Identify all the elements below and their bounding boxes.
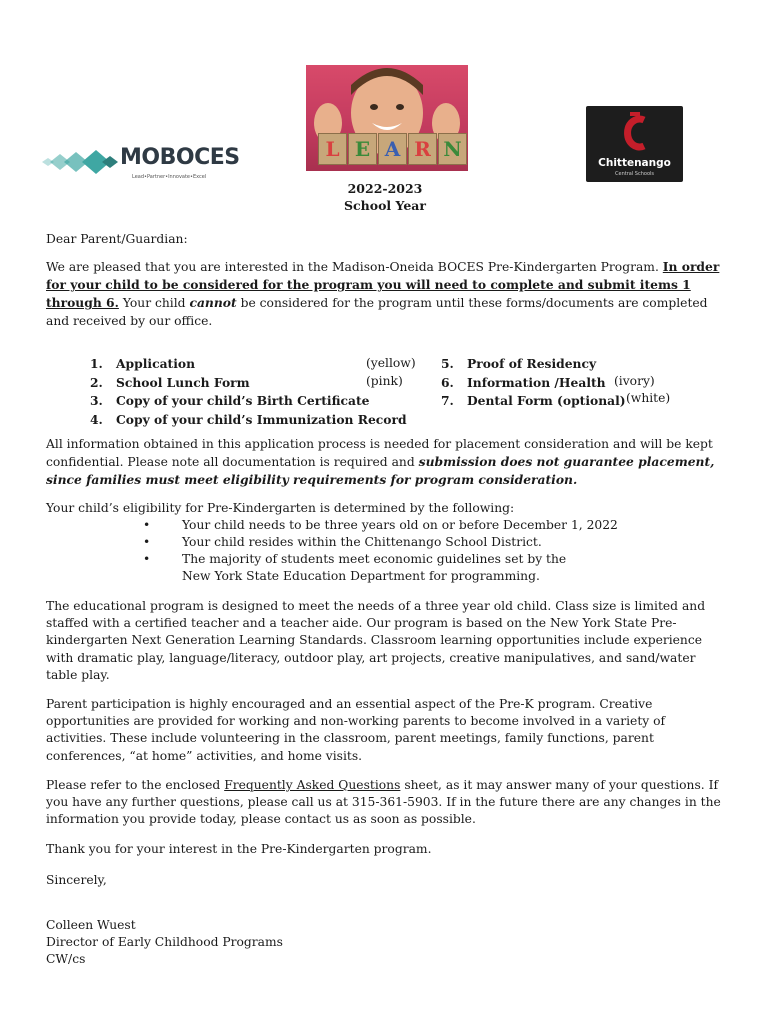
chittenango-logo bbox=[586, 106, 683, 182]
intro-text: be considered for the program until these forms/documents are completed and received by our office. bbox=[46, 296, 708, 328]
moboces-wordmark: MOBOCES bbox=[120, 145, 240, 170]
bullet: • bbox=[143, 535, 151, 549]
intro-emphasis: cannot bbox=[189, 295, 237, 311]
faq-text: Please refer to the enclosed bbox=[46, 778, 221, 792]
intro-text: We are pleased that you are interested in the Madison-Oneida BOCES Pre-Kindergarten Program. bbox=[46, 260, 659, 274]
list-item: 5. Proof of Residency bbox=[441, 356, 597, 371]
confidential-paragraph bbox=[46, 436, 726, 490]
list-item: 4. Copy of your child’s Immunization Record bbox=[90, 411, 407, 427]
chittenango-c-icon bbox=[586, 106, 683, 156]
faq-paragraph bbox=[46, 777, 726, 829]
moboces-logo bbox=[40, 145, 240, 185]
item-color-ivory: (ivory) bbox=[614, 373, 655, 388]
intro-text: Your child bbox=[122, 296, 186, 311]
eligibility-intro: Your child’s eligibility for Pre-Kindergarten is determined by the following: bbox=[46, 501, 515, 515]
eligibility-item: The majority of students meet economic guidelines set by the bbox=[182, 552, 567, 566]
list-item: 6. Information /Health bbox=[441, 374, 606, 390]
list-item: 2. School Lunch Form bbox=[90, 374, 250, 390]
program-paragraph: The educational program is designed to meet the needs of a three year old child. Class size is limited and staffed with a certified teacher and a teacher aide. Our program is based on the New York State Pre-kindergarten Next Generation Learning Standards. Classroom learning opportunities include experience with dramatic play, language/literacy, outdoor play, art projects, creative manipulatives, and sand/water table play. bbox=[46, 599, 706, 682]
thanks-line: Thank you for your interest in the Pre-Kindergarten program. bbox=[46, 842, 432, 856]
signature-initials: CW/cs bbox=[46, 952, 86, 966]
moboces-diamond-icon bbox=[40, 145, 122, 179]
faq-text: sheet, as it may answer many of your questions. If you have any further questions, please call us at 315-361-5903. If in the future there are any changes in the information you provide today, please contact us as soon as possible. bbox=[46, 778, 721, 827]
learn-blocks bbox=[318, 133, 467, 165]
confidential-emphasis: submission does not guarantee placement, since families must meet eligibility requirements for program consideration. bbox=[46, 454, 715, 488]
bullet: • bbox=[143, 518, 151, 532]
greeting: Dear Parent/Guardian: bbox=[46, 232, 188, 246]
signature-name: Colleen Wuest bbox=[46, 918, 136, 932]
block-letter: R bbox=[408, 133, 437, 165]
intro-paragraph bbox=[46, 258, 726, 330]
bullet: • bbox=[143, 552, 151, 566]
school-year: 2022-2023 bbox=[347, 181, 423, 196]
closing-line: Sincerely, bbox=[46, 873, 107, 887]
chittenango-name: Chittenango bbox=[598, 157, 671, 169]
list-item: 7. Dental Form (optional) bbox=[441, 393, 626, 408]
item-color-pink: (pink) bbox=[366, 373, 403, 388]
block-letter: N bbox=[438, 133, 467, 165]
school-year-label: School Year bbox=[344, 198, 426, 213]
list-item: 1. Application bbox=[90, 356, 196, 371]
intro-instruction: In order for your child to be considered for the program you will need to complete and submit items 1 through 6. bbox=[46, 259, 720, 311]
block-letter: L bbox=[318, 133, 347, 165]
block-letter: E bbox=[348, 133, 377, 165]
items-list-right bbox=[441, 355, 626, 411]
eligibility-item: New York State Education Department for programming. bbox=[182, 569, 540, 583]
learn-photo bbox=[306, 65, 468, 171]
participation-paragraph: Parent participation is highly encouraged and an essential aspect of the Pre-K program. Creative opportunities are provided for working and non-working parents to become involved in a variety of activities. These include volunteering in the classroom, parent meetings, family functions, parent conferences, “at home” activities, and home visits. bbox=[46, 697, 666, 763]
confidential-text: All information obtained in this application process is needed for placement consideration and will be kept confidential. Please note all documentation is required and bbox=[46, 437, 713, 470]
item-color-yellow: (yellow) bbox=[366, 356, 416, 370]
item-color-white: (white) bbox=[626, 391, 671, 405]
faq-link[interactable]: Frequently Asked Questions bbox=[224, 778, 401, 792]
moboces-tagline: Lead•Partner•Innovate•Excel bbox=[132, 174, 207, 180]
block-letter: A bbox=[378, 133, 407, 165]
eligibility-item: Your child resides within the Chittenango School District. bbox=[182, 535, 542, 549]
list-item: 3. Copy of your child’s Birth Certificate bbox=[90, 393, 370, 408]
items-list-left bbox=[90, 355, 407, 429]
signature-title: Director of Early Childhood Programs bbox=[46, 935, 283, 949]
chittenango-sub: Central Schools bbox=[615, 171, 654, 177]
eligibility-item: Your child needs to be three years old on or before December 1, 2022 bbox=[182, 518, 618, 532]
